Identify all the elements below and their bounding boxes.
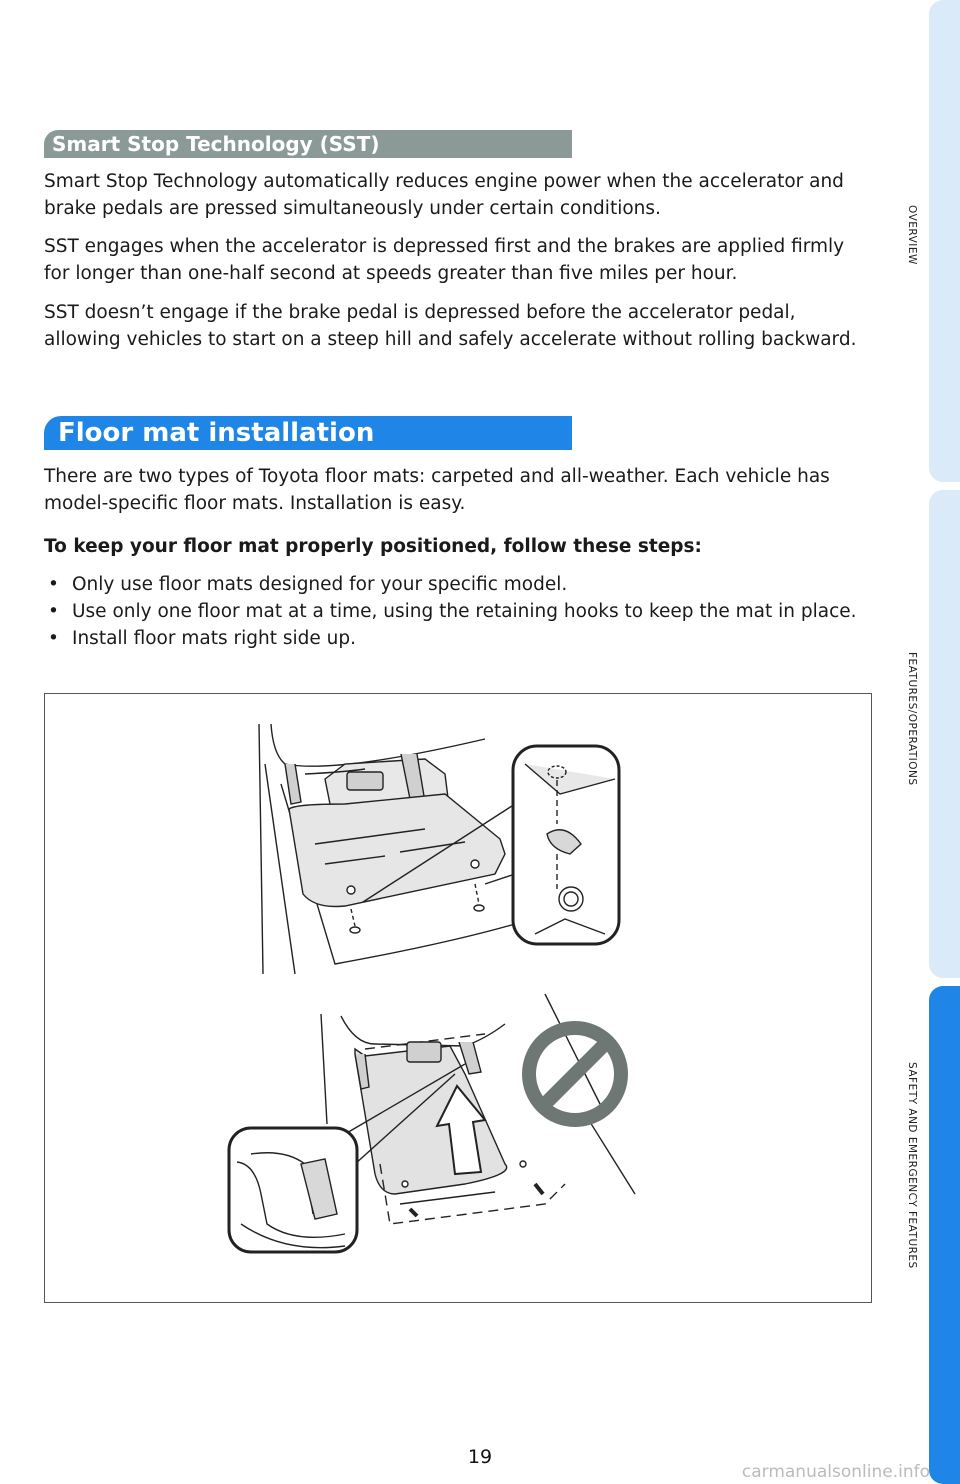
floor-mat-section-title: Floor mat installation bbox=[44, 416, 572, 450]
sst-paragraph-3: SST doesn’t engage if the brake pedal is depressed before the accelerator pedal, allowing vehicles to start on a steep hill and safely accelerate without rolling backward. bbox=[44, 302, 857, 350]
floor-mat-illustration bbox=[44, 693, 872, 1303]
tab-features-operations[interactable] bbox=[929, 490, 960, 978]
page-number: 19 bbox=[467, 1446, 493, 1468]
floor-mat-diagram bbox=[45, 694, 873, 1304]
tab-safety-label: SAFETY AND EMERGENCY FEATURES bbox=[906, 1062, 918, 1269]
tab-overview-label: OVERVIEW bbox=[906, 205, 918, 265]
sst-paragraph-1: Smart Stop Technology automatically reduces engine power when the accelerator and brake pedals are pressed simultaneously under certain conditions. bbox=[44, 171, 844, 219]
steps-heading: To keep your floor mat properly positioned, follow these steps: bbox=[44, 536, 702, 557]
list-item: • Install floor mats right side up. bbox=[44, 625, 864, 652]
sst-section-title: Smart Stop Technology (SST) bbox=[44, 130, 572, 158]
floor-mat-intro: There are two types of Toyota floor mats: carpeted and all-weather. Each vehicle has model-specific floor mats. Installation is easy. bbox=[44, 466, 830, 514]
sst-paragraph-2: SST engages when the accelerator is depressed first and the brakes are applied firmly for longer than one-half second at speeds greater than five miles per hour. bbox=[44, 236, 845, 284]
tab-features-label: FEATURES/OPERATIONS bbox=[906, 652, 918, 786]
list-item: • Only use floor mats designed for your specific model. bbox=[44, 571, 864, 598]
watermark: carmanualsonline.info bbox=[741, 1462, 930, 1482]
tab-safety-emergency[interactable] bbox=[929, 986, 960, 1484]
steps-list bbox=[44, 571, 864, 652]
prohibited-icon bbox=[529, 1028, 621, 1120]
list-item: • Use only one floor mat at a time, using the retaining hooks to keep the mat in place. bbox=[44, 598, 864, 625]
tab-overview[interactable] bbox=[929, 0, 960, 482]
